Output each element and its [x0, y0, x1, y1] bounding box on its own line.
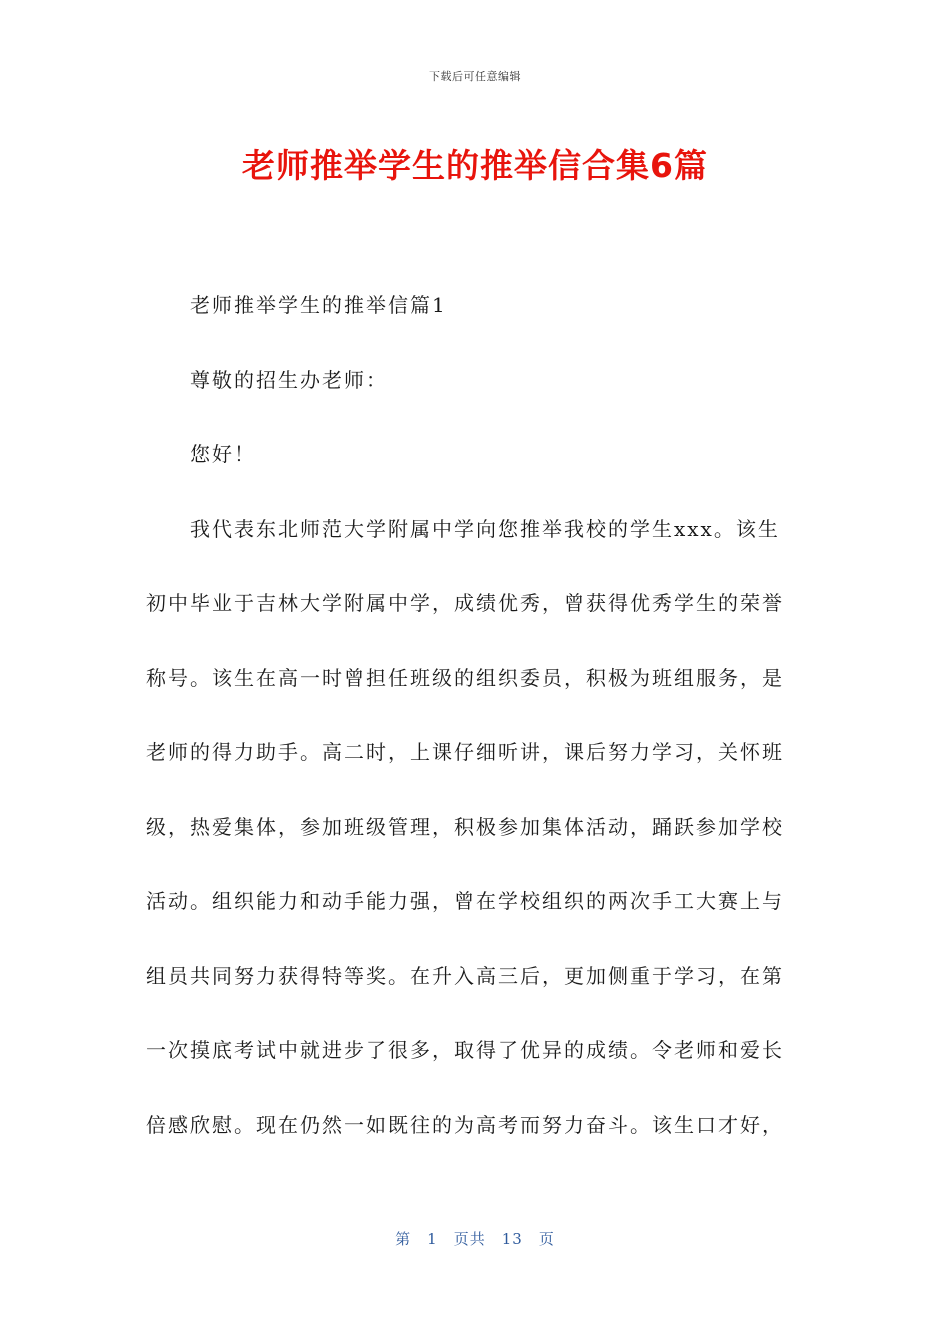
paragraph-line: 老师的得力助手。高二时，上课仔细听讲，课后努力学习，关怀班	[146, 740, 784, 764]
footer-page-middle: 页共	[453, 1230, 486, 1248]
footer-total-pages: 13	[501, 1230, 523, 1248]
paragraph-line: 组员共同努力获得特等奖。在升入高三后，更加侧重于学习，在第	[146, 963, 784, 988]
footer-page-prefix: 第	[395, 1230, 412, 1248]
footer-page-suffix: 页	[538, 1230, 555, 1248]
greeting: 您好！	[190, 442, 256, 466]
section-heading: 老师推举学生的推举信篇1	[190, 293, 447, 317]
footer-page-number: 1	[427, 1230, 438, 1248]
paragraph-line: 称号。该生在高一时曾担任班级的组织委员，积极为班组服务，是	[146, 665, 784, 690]
paragraph-line: 级，热爱集体，参加班级管理，积极参加集体活动，踊跃参加学校	[146, 814, 784, 839]
body-paragraph	[146, 492, 794, 1163]
paragraph-line: 活动。组织能力和动手能力强，曾在学校组织的两次手工大赛上与	[146, 889, 784, 913]
paragraph-line: 一次摸底考试中就进步了很多，取得了优异的成绩。令老师和爱长	[146, 1038, 784, 1062]
paragraph-line: 我代表东北师范大学附属中学向您推举我校的学生xxx。该生	[190, 516, 780, 541]
paragraph-line: 倍感欣慰。现在仍然一如既往的为高考而努力奋斗。该生口才好，	[146, 1112, 784, 1137]
document-title: 老师推举学生的推举信合集6篇	[242, 146, 708, 185]
page-footer	[0, 1228, 950, 1249]
paragraph-line: 初中毕业于吉林大学附属中学，成绩优秀，曾获得优秀学生的荣誉	[146, 591, 784, 615]
document-body	[146, 268, 794, 1162]
header-note: 下载后可任意编辑	[429, 70, 521, 83]
salutation: 尊敬的招生办老师：	[190, 367, 388, 392]
